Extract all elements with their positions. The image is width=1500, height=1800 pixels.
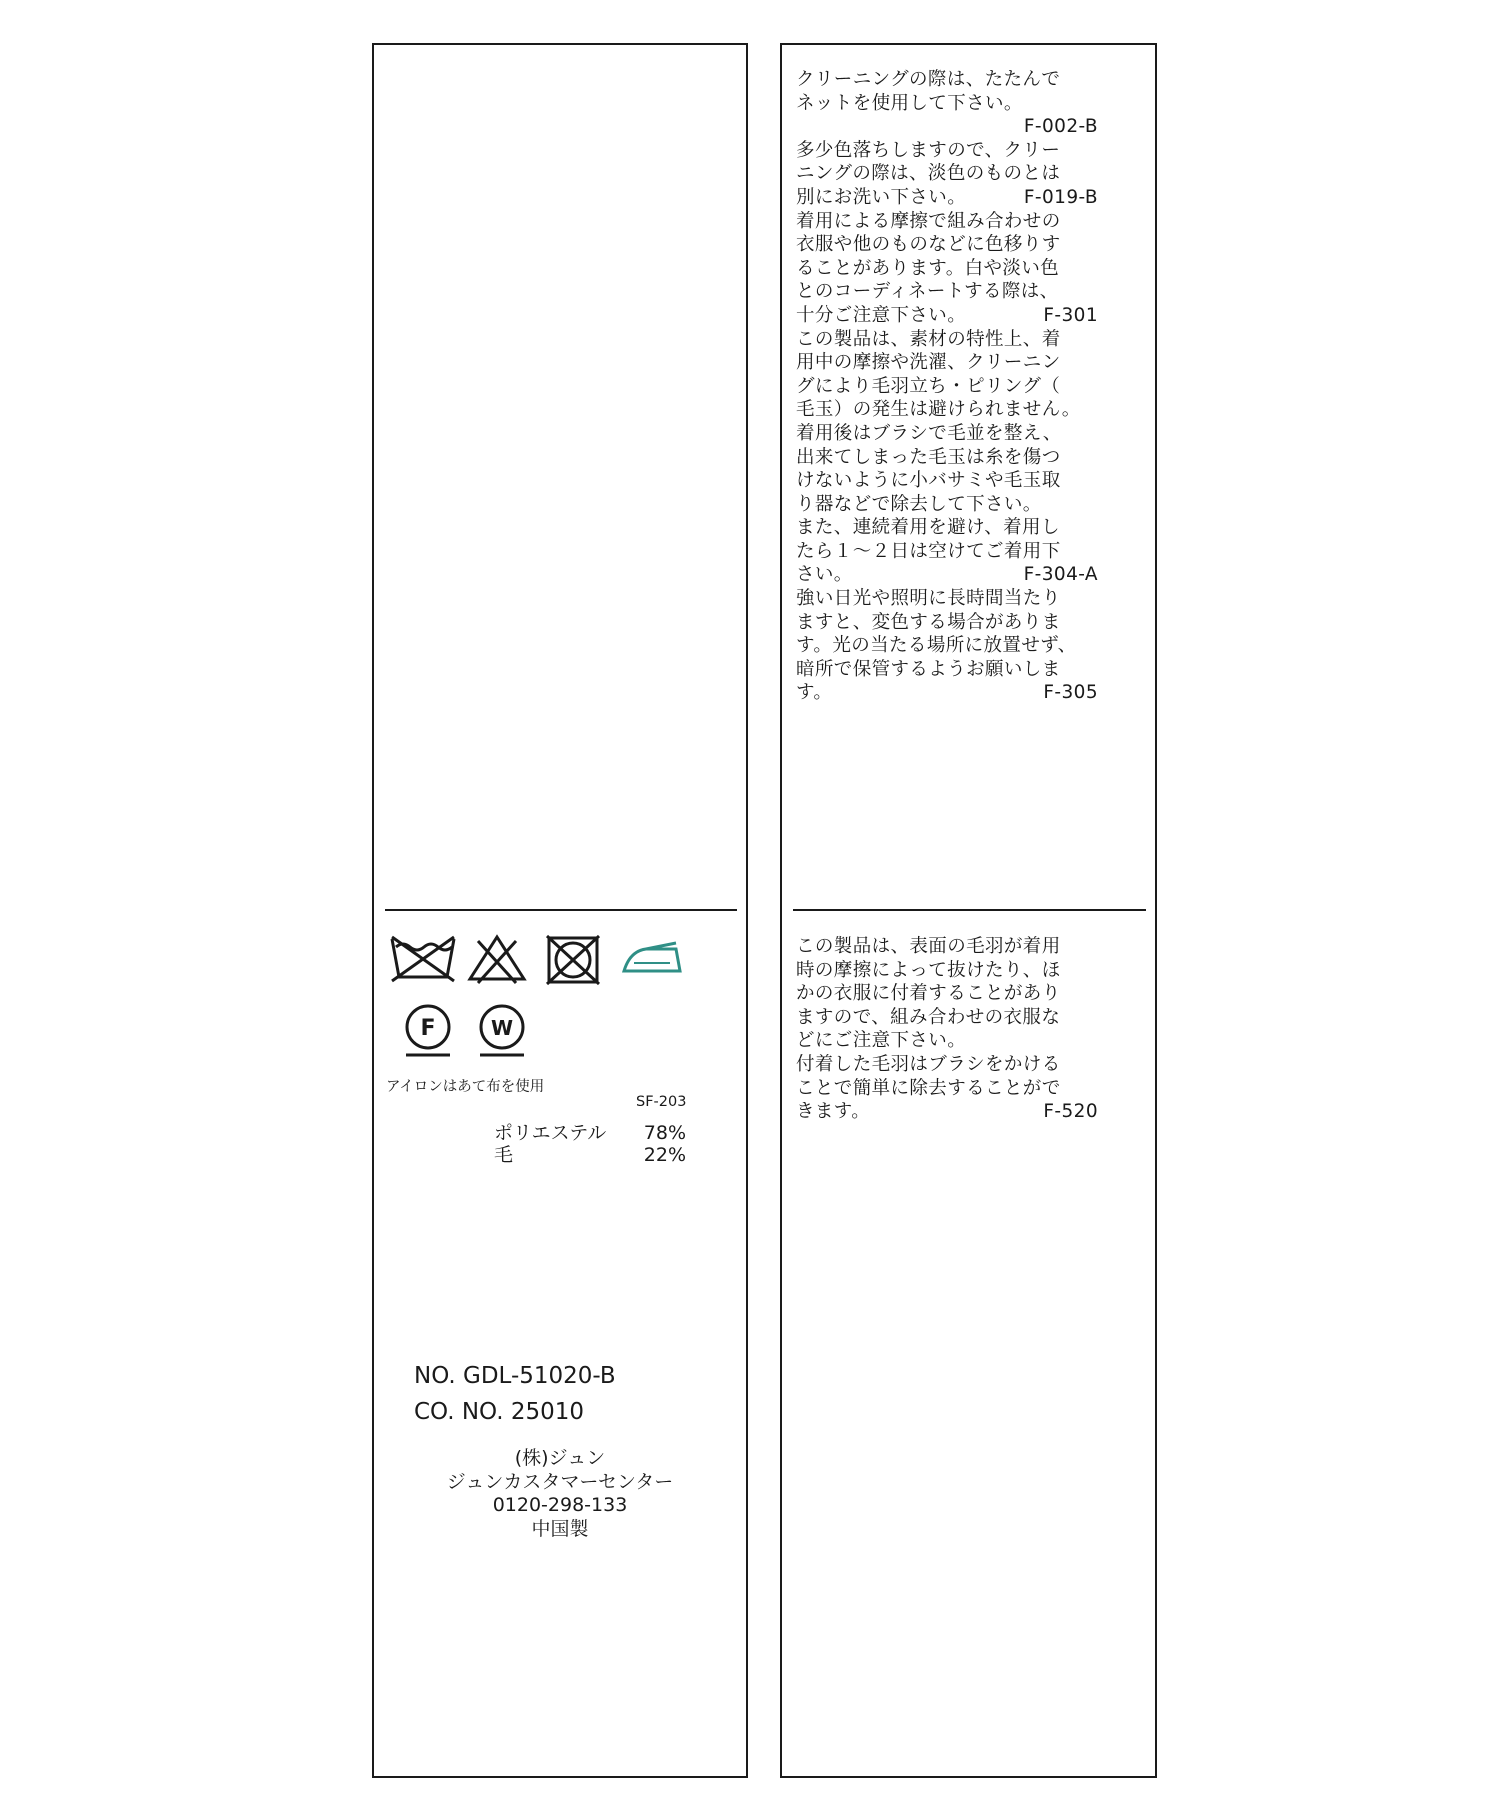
care-note-line: す。光の当たる場所に放置せず、 <box>796 635 1077 657</box>
care-note-line: 時の摩擦によって抜けたり、ほ <box>796 959 1061 981</box>
care-note-last-text: す。 <box>796 682 833 704</box>
maker-line: ジュンカスタマーセンター <box>446 1470 674 1493</box>
care-note <box>796 935 1098 1124</box>
care-note-code: F-305 <box>1043 682 1098 704</box>
dry-clean-f-icon <box>402 1003 454 1059</box>
composition-percent: 22% <box>643 1144 686 1166</box>
care-notes-upper <box>796 68 1098 705</box>
care-note-line: クリーニングの際は、たたんで <box>796 69 1061 90</box>
care-note-line: 暗所で保管するようお願いしま <box>796 658 1061 680</box>
care-note-line: 用中の摩擦や洗濯、クリーニン <box>796 352 1061 374</box>
care-note-line: この製品は、表面の毛羽が着用 <box>796 936 1061 957</box>
care-note-last-line <box>796 115 1098 139</box>
care-note-code: F-520 <box>1043 1101 1098 1123</box>
care-note-line: かの衣服に付着することがあり <box>796 983 1061 1005</box>
care-note-line: ますので、組み合わせの衣服な <box>796 1006 1061 1028</box>
label-divider <box>385 909 737 911</box>
co-number: CO. NO. 25010 <box>414 1399 585 1425</box>
maker-line: 中国製 <box>531 1517 589 1540</box>
care-note-line: けないように小バサミや毛玉取 <box>796 470 1061 492</box>
care-label-left <box>372 43 748 1778</box>
care-notes-lower <box>796 935 1098 1124</box>
care-note-line: ことで簡単に除去することがで <box>796 1077 1061 1099</box>
composition-percent: 78% <box>643 1122 686 1144</box>
tumble-dry-prohibited-icon <box>544 933 602 987</box>
care-note <box>796 587 1098 705</box>
care-note-line: 出来てしまった毛玉は糸を傷つ <box>796 446 1061 468</box>
maker-line: 0120-298-133 <box>492 1494 628 1516</box>
care-note-line: ることがあります。白や淡い色 <box>796 257 1060 279</box>
care-note <box>796 328 1098 588</box>
care-note-line: とのコーディネートする際は、 <box>796 281 1059 303</box>
iron-low-temp-icon <box>620 937 686 981</box>
care-note-line: たら１～２日は空けてご着用下 <box>796 540 1061 562</box>
care-note-line: 毛玉）の発生は避けられません。 <box>796 399 1081 421</box>
wash-prohibited-icon <box>388 933 458 985</box>
care-note-line: ますと、変色する場合がありま <box>796 611 1061 633</box>
bleach-prohibited-icon <box>466 933 528 985</box>
care-note-line: 着用後はブラシで毛並を整え、 <box>796 422 1062 444</box>
label-divider <box>793 909 1146 911</box>
care-note-line: 付着した毛羽はブラシをかける <box>796 1053 1061 1075</box>
care-note-last-line <box>796 563 1098 587</box>
care-label-right <box>780 43 1157 1778</box>
composition-row <box>494 1144 718 1166</box>
iron-note-code: SF-203 <box>636 1094 687 1110</box>
care-note-line: グにより毛羽立ち・ピリング（ <box>796 375 1061 397</box>
wet-clean-letter: W <box>490 1016 514 1040</box>
wet-clean-w-icon <box>476 1003 528 1059</box>
maker-info <box>374 1447 746 1541</box>
iron-note: アイロンはあて布を使用 <box>386 1079 545 1095</box>
care-note-code: F-019-B <box>1023 186 1098 208</box>
care-note <box>796 68 1098 139</box>
care-note-code: F-002-B <box>1023 116 1098 138</box>
care-note-last-text: きます。 <box>796 1101 871 1123</box>
care-note-last-text: さい。 <box>796 564 853 586</box>
care-note <box>796 210 1098 328</box>
care-note-line: 多少色落ちしますので、クリー <box>796 139 1061 161</box>
care-note-last-line <box>796 186 1098 210</box>
maker-line: (株)ジュン <box>514 1447 606 1469</box>
composition-material: 毛 <box>494 1144 514 1166</box>
care-note-line: ネットを使用して下さい。 <box>796 92 1023 114</box>
care-note-line: この製品は、素材の特性上、着 <box>796 328 1061 350</box>
care-note-line: 衣服や他のものなどに色移りす <box>796 234 1061 256</box>
care-note-line: 着用による摩擦で組み合わせの <box>796 210 1061 232</box>
care-note-line: また、連続着用を避け、着用し <box>796 517 1060 539</box>
care-note-last-text: 十分ご注意下さい。 <box>796 304 967 326</box>
care-note-line: ニングの際は、淡色のものとは <box>796 163 1061 185</box>
care-note-last-line <box>796 1100 1098 1124</box>
care-note-line: どにご注意下さい。 <box>796 1030 967 1052</box>
dry-clean-letter: F <box>420 1016 436 1041</box>
product-number: NO. GDL-51020-B <box>414 1363 616 1389</box>
care-note-line: 強い日光や照明に長時間当たり <box>796 588 1061 610</box>
composition-material: ポリエステル <box>494 1122 607 1144</box>
care-note <box>796 139 1098 210</box>
care-note-code: F-304-A <box>1023 564 1098 586</box>
care-note-last-line <box>796 304 1098 328</box>
care-note-last-text: 別にお洗い下さい。 <box>796 186 967 208</box>
care-note-code: F-301 <box>1043 304 1098 326</box>
care-note-line: り器などで除去して下さい。 <box>796 493 1042 515</box>
composition-row <box>494 1122 718 1144</box>
care-note-last-line <box>796 681 1098 705</box>
